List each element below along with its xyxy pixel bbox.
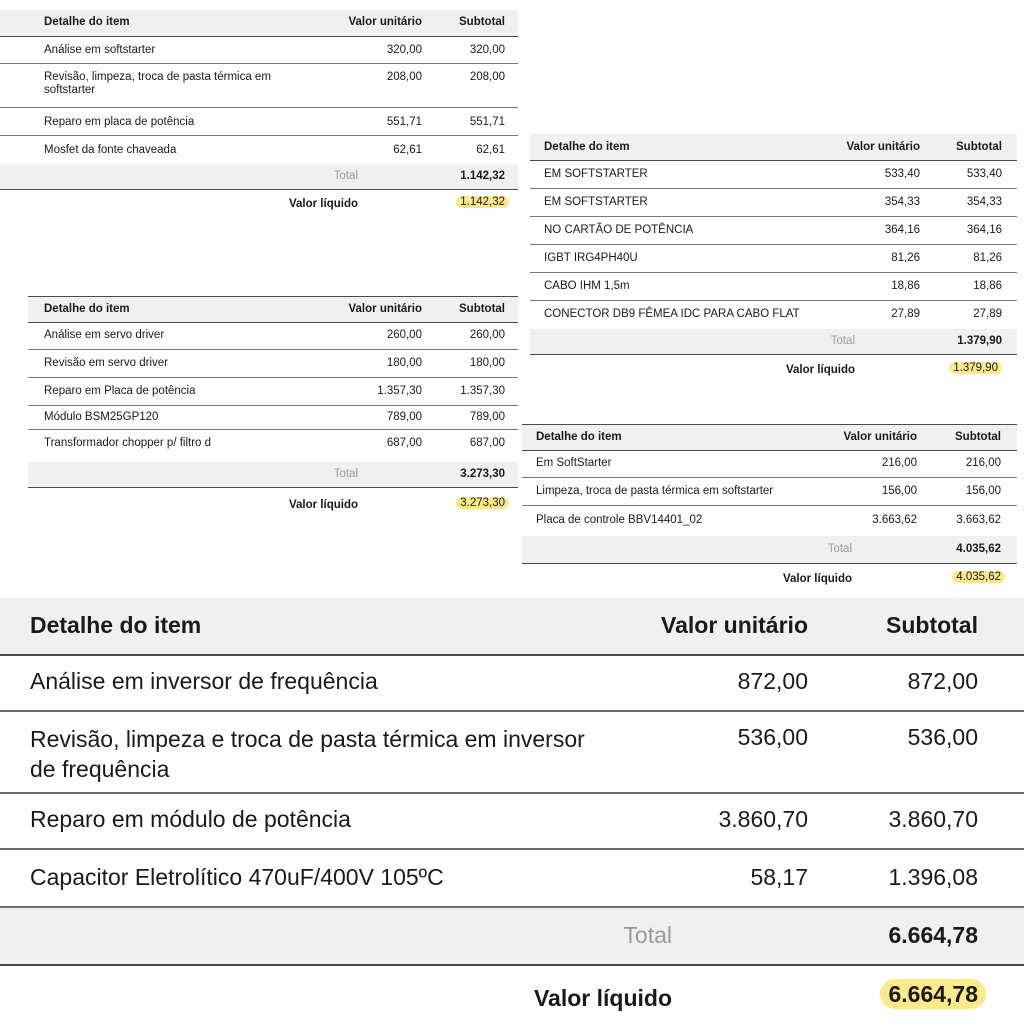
row-unit: 18,86 <box>891 280 920 292</box>
header-item: Detalhe do item <box>30 612 202 638</box>
row-subtotal: 687,00 <box>469 437 505 449</box>
header-subtotal: Subtotal <box>955 431 1001 443</box>
row-subtotal: 3.663,62 <box>956 514 1001 526</box>
row-unit: 3.860,70 <box>718 806 808 832</box>
table-row <box>522 506 1017 535</box>
header-subtotal: Subtotal <box>886 612 978 638</box>
table-row <box>28 406 518 430</box>
total-row <box>522 536 1017 564</box>
table-header <box>522 424 1017 451</box>
row-subtotal: 536,00 <box>907 724 978 750</box>
row-item: Transformador chopper p/ filtro d <box>44 437 212 449</box>
row-item: Análise em servo driver <box>44 329 165 341</box>
header-subtotal: Subtotal <box>956 141 1002 153</box>
header-item: Detalhe do item <box>44 16 130 28</box>
net-value-highlight <box>423 497 509 509</box>
row-unit: 536,00 <box>737 724 808 750</box>
row-unit: 320,00 <box>386 44 422 56</box>
row-item: Reparo em placa de potência <box>44 116 195 128</box>
row-unit: 364,16 <box>884 224 920 236</box>
table-header <box>530 134 1017 161</box>
table-row <box>0 136 518 163</box>
row-item: EM SOFTSTARTER <box>544 196 648 208</box>
total-value: 3.273,30 <box>460 468 505 480</box>
table-row <box>530 161 1017 189</box>
net-value-highlight <box>840 981 986 1008</box>
row-item: Revisão, limpeza e troca de pasta térmica em inversor de frequência <box>30 726 585 782</box>
table-header <box>0 10 518 37</box>
row-unit: 27,89 <box>891 308 920 320</box>
row-subtotal: 872,00 <box>907 668 978 694</box>
header-unit: Valor unitário <box>348 16 422 28</box>
row-item: CONECTOR DB9 FÊMEA IDC PARA CABO FLAT <box>544 308 800 320</box>
row-item: NO CARTÃO DE POTÊNCIA <box>544 224 694 236</box>
total-label: Total <box>830 335 855 347</box>
row-item: Capacitor Eletrolítico 470uF/400V 105ºC <box>30 864 444 890</box>
net-label: Valor líquido <box>288 499 358 511</box>
table-header <box>28 296 518 323</box>
header-unit: Valor unitário <box>843 431 917 443</box>
header-item: Detalhe do item <box>536 431 622 443</box>
row-unit: 208,00 <box>386 71 422 83</box>
quote-table-2 <box>530 134 1017 386</box>
total-label: Total <box>827 543 852 555</box>
row-subtotal: 320,00 <box>469 44 505 56</box>
table-row <box>530 273 1017 301</box>
row-unit: 687,00 <box>386 437 422 449</box>
header-subtotal: Subtotal <box>459 303 505 315</box>
total-row <box>0 906 1024 966</box>
table-row <box>28 430 518 461</box>
table-row <box>0 37 518 64</box>
table-row <box>522 478 1017 506</box>
row-subtotal: 180,00 <box>469 357 505 369</box>
row-subtotal: 81,26 <box>973 252 1002 264</box>
row-unit: 180,00 <box>386 357 422 369</box>
table-row <box>530 301 1017 328</box>
net-value-highlight <box>917 571 1005 583</box>
row-item: Reparo em módulo de potência <box>30 806 351 832</box>
total-label: Total <box>333 170 358 182</box>
row-item: CABO IHM 1,5m <box>544 280 630 292</box>
table-row <box>522 450 1017 478</box>
table-row <box>0 850 1024 906</box>
header-unit: Valor unitário <box>348 303 422 315</box>
quote-table-3 <box>28 296 518 526</box>
row-item: IGBT IRG4PH40U <box>544 252 638 264</box>
quote-table-4 <box>522 424 1017 596</box>
row-unit: 156,00 <box>881 485 917 497</box>
net-value: 4.035,62 <box>952 571 1005 583</box>
row-item: Módulo BSM25GP120 <box>44 411 159 423</box>
row-item: Revisão em servo driver <box>44 357 168 369</box>
quote-table-5 <box>0 598 1024 1024</box>
row-subtotal: 3.860,70 <box>888 806 978 832</box>
row-subtotal: 216,00 <box>965 457 1001 469</box>
header-item: Detalhe do item <box>544 141 630 153</box>
row-item: Análise em inversor de frequência <box>30 668 378 694</box>
row-unit: 354,33 <box>884 196 920 208</box>
row-subtotal: 208,00 <box>469 71 505 83</box>
table-row <box>28 350 518 378</box>
row-item: Revisão, limpeza, troca de pasta térmica em softstarter <box>44 71 271 96</box>
net-value-highlight <box>920 362 1002 374</box>
table-row <box>530 189 1017 217</box>
row-unit: 872,00 <box>737 668 808 694</box>
row-subtotal: 789,00 <box>469 411 505 423</box>
row-subtotal: 156,00 <box>965 485 1001 497</box>
net-value: 6.664,78 <box>880 979 986 1009</box>
row-unit: 533,40 <box>884 168 920 180</box>
net-value: 3.273,30 <box>456 497 509 509</box>
net-value-highlight <box>430 196 509 208</box>
row-unit: 81,26 <box>891 252 920 264</box>
table-row <box>0 64 518 108</box>
row-item: Reparo em Placa de potência <box>44 385 196 397</box>
row-subtotal: 27,89 <box>973 308 1002 320</box>
row-item: Limpeza, troca de pasta térmica em softstarter <box>536 485 774 497</box>
total-row <box>530 329 1017 355</box>
row-item: Mosfet da fonte chaveada <box>44 144 177 156</box>
table-row <box>0 794 1024 850</box>
header-unit: Valor unitário <box>661 612 808 638</box>
table-row <box>0 108 518 136</box>
total-label: Total <box>333 468 358 480</box>
row-item: Em SoftStarter <box>536 457 612 469</box>
net-label: Valor líquido <box>782 573 852 585</box>
total-value: 4.035,62 <box>956 543 1001 555</box>
table-row <box>0 656 1024 712</box>
total-row <box>28 462 518 488</box>
net-value: 1.142,32 <box>456 196 509 208</box>
total-label: Total <box>623 922 672 948</box>
header-unit: Valor unitário <box>846 141 920 153</box>
table-row <box>530 245 1017 273</box>
total-value: 1.379,90 <box>957 335 1002 347</box>
total-value: 1.142,32 <box>460 170 505 182</box>
row-item: EM SOFTSTARTER <box>544 168 648 180</box>
net-label: Valor líquido <box>533 985 672 1011</box>
net-value: 1.379,90 <box>949 362 1002 374</box>
table-row <box>0 712 1024 794</box>
row-unit: 551,71 <box>386 116 422 128</box>
quote-table-1 <box>0 10 518 222</box>
row-unit: 260,00 <box>386 329 422 341</box>
table-row <box>28 322 518 350</box>
table-row <box>530 217 1017 245</box>
row-unit: 58,17 <box>750 864 808 890</box>
row-subtotal: 1.396,08 <box>888 864 978 890</box>
net-label: Valor líquido <box>785 364 855 376</box>
table-row <box>28 378 518 406</box>
row-subtotal: 533,40 <box>966 168 1002 180</box>
row-unit: 789,00 <box>386 411 422 423</box>
row-subtotal: 62,61 <box>476 144 505 156</box>
row-subtotal: 364,16 <box>966 224 1002 236</box>
total-row <box>0 164 518 190</box>
row-item: Análise em softstarter <box>44 44 156 56</box>
total-value: 6.664,78 <box>888 922 978 948</box>
row-unit: 3.663,62 <box>872 514 917 526</box>
row-unit: 62,61 <box>393 144 422 156</box>
table-header <box>0 598 1024 656</box>
row-subtotal: 260,00 <box>469 329 505 341</box>
row-item: Placa de controle BBV14401_02 <box>536 514 703 526</box>
row-unit: 216,00 <box>881 457 917 469</box>
row-subtotal: 354,33 <box>966 196 1002 208</box>
header-item: Detalhe do item <box>44 303 130 315</box>
row-subtotal: 18,86 <box>973 280 1002 292</box>
header-subtotal: Subtotal <box>459 16 505 28</box>
row-unit: 1.357,30 <box>377 385 422 397</box>
net-label: Valor líquido <box>288 198 358 210</box>
row-subtotal: 1.357,30 <box>460 385 505 397</box>
row-subtotal: 551,71 <box>469 116 505 128</box>
